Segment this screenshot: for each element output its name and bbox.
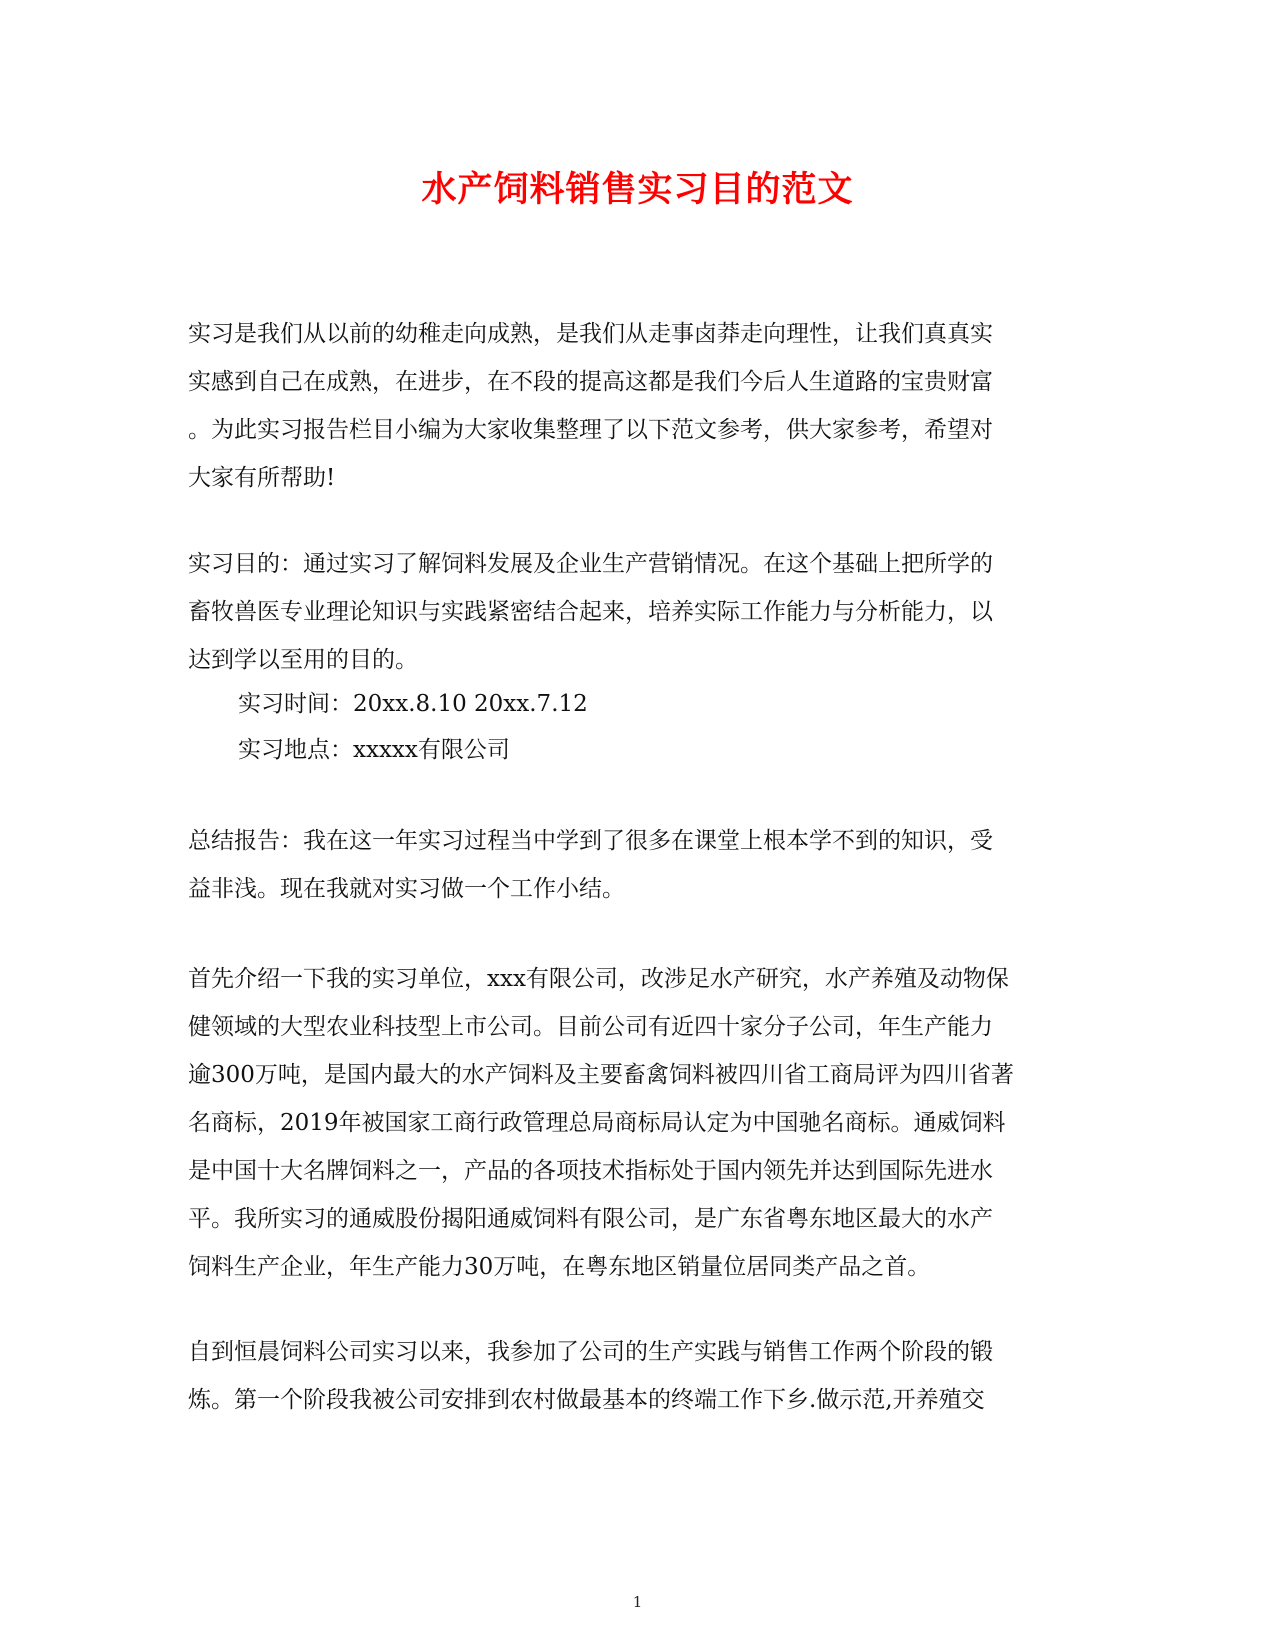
text-line: 实习时间：20xx.8.10 20xx.7.12 xyxy=(238,691,588,717)
text-line: 实习地点：xxxxx有限公司 xyxy=(238,737,510,763)
document-title: 水产饲料销售实习目的范文 xyxy=(421,169,854,210)
paragraph-time xyxy=(188,680,1118,728)
paragraph-purpose xyxy=(188,540,1068,684)
page-number: 1 xyxy=(632,1593,643,1611)
text-line: 饲料生产企业，年生产能力30万吨，在粤东地区销量位居同类产品之首。 xyxy=(188,1254,931,1280)
text-line: 达到学以至用的目的。 xyxy=(188,647,418,673)
text-line: 逾300万吨，是国内最大的水产饲料及主要畜禽饲料被四川省工商局评为四川省著 xyxy=(188,1062,1014,1088)
text-line: 益非浅。现在我就对实习做一个工作小结。 xyxy=(188,876,625,902)
text-line: 实感到自己在成熟，在进步，在不段的提高这都是我们今后人生道路的宝贵财富 xyxy=(188,369,993,395)
paragraph-location xyxy=(188,726,1118,774)
text-line: 首先介绍一下我的实习单位，xxx有限公司，改涉足水产研究，水产养殖及动物保 xyxy=(188,966,1009,992)
text-line: 畜牧兽医专业理论知识与实践紧密结合起来，培养实际工作能力与分析能力，以 xyxy=(188,599,993,625)
text-line: 大家有所帮助! xyxy=(188,465,336,491)
paragraph-intro xyxy=(188,310,1068,502)
text-line: 平。我所实习的通威股份揭阳通威饲料有限公司，是广东省粤东地区最大的水产 xyxy=(188,1206,993,1232)
paragraph-summary xyxy=(188,817,1068,913)
paragraph-experience xyxy=(188,1328,1068,1424)
text-line: 自到恒晨饲料公司实习以来，我参加了公司的生产实践与销售工作两个阶段的锻 xyxy=(188,1339,993,1365)
text-line: 实习目的：通过实习了解饲料发展及企业生产营销情况。在这个基础上把所学的 xyxy=(188,551,993,577)
text-line: 总结报告：我在这一年实习过程当中学到了很多在课堂上根本学不到的知识，受 xyxy=(188,828,993,854)
text-line: 是中国十大名牌饲料之一，产品的各项技术指标处于国内领先并达到国际先进水 xyxy=(188,1158,993,1184)
text-line: 名商标，2019年被国家工商行政管理总局商标局认定为中国驰名商标。通威饲料 xyxy=(188,1110,1006,1136)
text-line: 。为此实习报告栏目小编为大家收集整理了以下范文参考，供大家参考，希望对 xyxy=(188,417,993,443)
text-line: 健领域的大型农业科技型上市公司。目前公司有近四十家分子公司，年生产能力 xyxy=(188,1014,993,1040)
text-line: 炼。第一个阶段我被公司安排到农村做最基本的终端工作下乡.做示范,开养殖交 xyxy=(188,1387,985,1413)
text-line: 实习是我们从以前的幼稚走向成熟，是我们从走事卤莽走向理性，让我们真真实 xyxy=(188,321,993,347)
paragraph-company xyxy=(188,955,1068,1291)
